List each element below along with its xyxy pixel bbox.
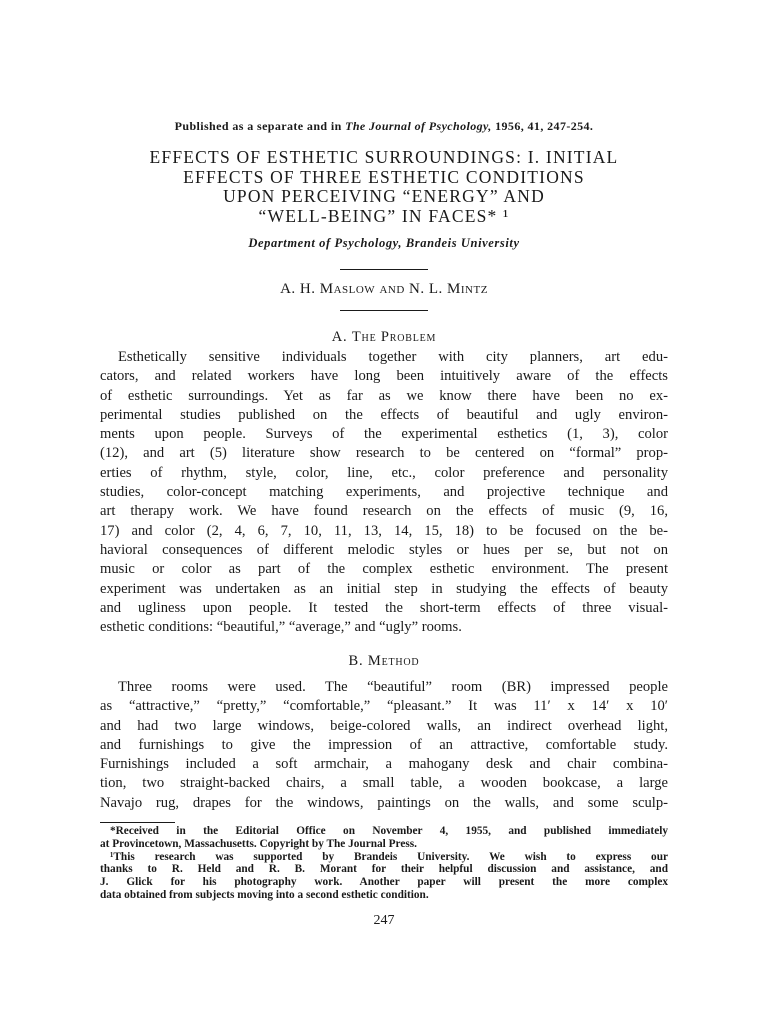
text-line: as “attractive,” “pretty,” “comfortable,” “pleasant.” It was 11′ x 14′ x 10′ [100,698,668,715]
author-line: A. H. Maslow and N. L. Mintz [280,281,488,297]
section-heading-method: B. Method [348,653,420,669]
text-line: Esthetically sensitive individuals together with city planners, art edu- [118,349,668,365]
text-line: tion, two straight-backed chairs, a small table, a wooden bookcase, a large [100,775,668,792]
text-line: and furnishings to give the impression of an attractive, comfortable study. [100,736,668,753]
title-line: UPON PERCEIVING “ENERGY” AND [223,186,545,206]
divider-rule [340,310,428,311]
page-number: 247 [373,913,395,928]
text-line: perimental studies published on the effects of beautiful and ugly environ- [100,406,668,423]
title-line: “WELL-BEING” IN FACES* ¹ [258,205,510,226]
footnote-line: *Received in the Editorial Office on November 4, 1955, and published immediately [110,825,668,837]
text-line: ments upon people. Surveys of the experimental esthetics (1, 3), color [100,426,668,443]
footnote-line: thanks to R. Held and R. B. Morant for their helpful discussion and assistance, and [100,863,668,876]
text-line: studies, color-concept matching experiments, and projective technique and [100,484,668,501]
text-line: Furnishings included a soft armchair, a mahogany desk and chair combina- [100,756,668,773]
footnote-line: J. Glick for his photography work. Another paper will present the more complex [100,876,668,889]
text-line: experiment was undertaken as an initial step in studying the effects of beauty [100,580,668,597]
text-line: cators, and related workers have long been intuitively aware of the effects [100,368,668,385]
text-line: music or color as part of the complex esthetic environment. The present [100,561,668,578]
text-line: esthetic conditions: “beautiful,” “average,” and “ugly” rooms. [100,619,462,636]
footnote-line: data obtained from subjects moving into a second esthetic condition. [100,888,429,901]
footnote-line: ¹This research was supported by Brandeis University. We wish to express our [110,850,668,863]
text-line: art therapy work. We have found research on the effects of music (9, 16, [100,503,668,520]
title-line: EFFECTS OF ESTHETIC SURROUNDINGS: I. INITIAL [149,147,619,167]
text-line: (12), and art (5) literature show research to be centered on “formal” prop- [100,445,668,462]
paragraph-method [100,678,668,813]
footnotes [100,825,668,902]
footnote-rule [100,822,175,823]
section-heading-problem: A. The Problem [331,329,437,345]
text-line: of esthetic surroundings. Yet as far as we know there have been no ex- [100,387,668,404]
title-line: EFFECTS OF THREE ESTHETIC CONDITIONS [183,166,585,187]
text-line: and had two large windows, beige-colored walls, an indirect overhead light, [100,717,668,734]
text-line: Three rooms were used. The “beautiful” room (BR) impressed people [118,679,668,695]
footnote-line: at Provincetown, Massachusetts. Copyright by The Journal Press. [100,837,417,850]
text-line: 17) and color (2, 4, 6, 7, 10, 11, 13, 14, 15, 18) to be focused on the be- [100,522,668,539]
text-line: Navajo rug, drapes for the windows, paintings on the walls, and some sculp- [100,794,668,811]
publication-line: Published as a separate and in The Journal of Psychology, 1956, 41, 247-254. [174,119,594,133]
text-line: erties of rhythm, style, color, line, etc., color preference and personality [100,464,668,481]
department-affiliation: Department of Psychology, Brandeis University [248,236,520,250]
divider-rule [340,269,428,270]
paragraph-problem [100,348,668,637]
text-line: and ugliness upon people. It tested the short-term effects of three visual- [100,599,668,616]
text-line: havioral consequences of different melodic styles or hues per se, but not on [100,541,668,558]
journal-name: The Journal of Psychology, [345,119,492,133]
article-title [90,148,678,226]
